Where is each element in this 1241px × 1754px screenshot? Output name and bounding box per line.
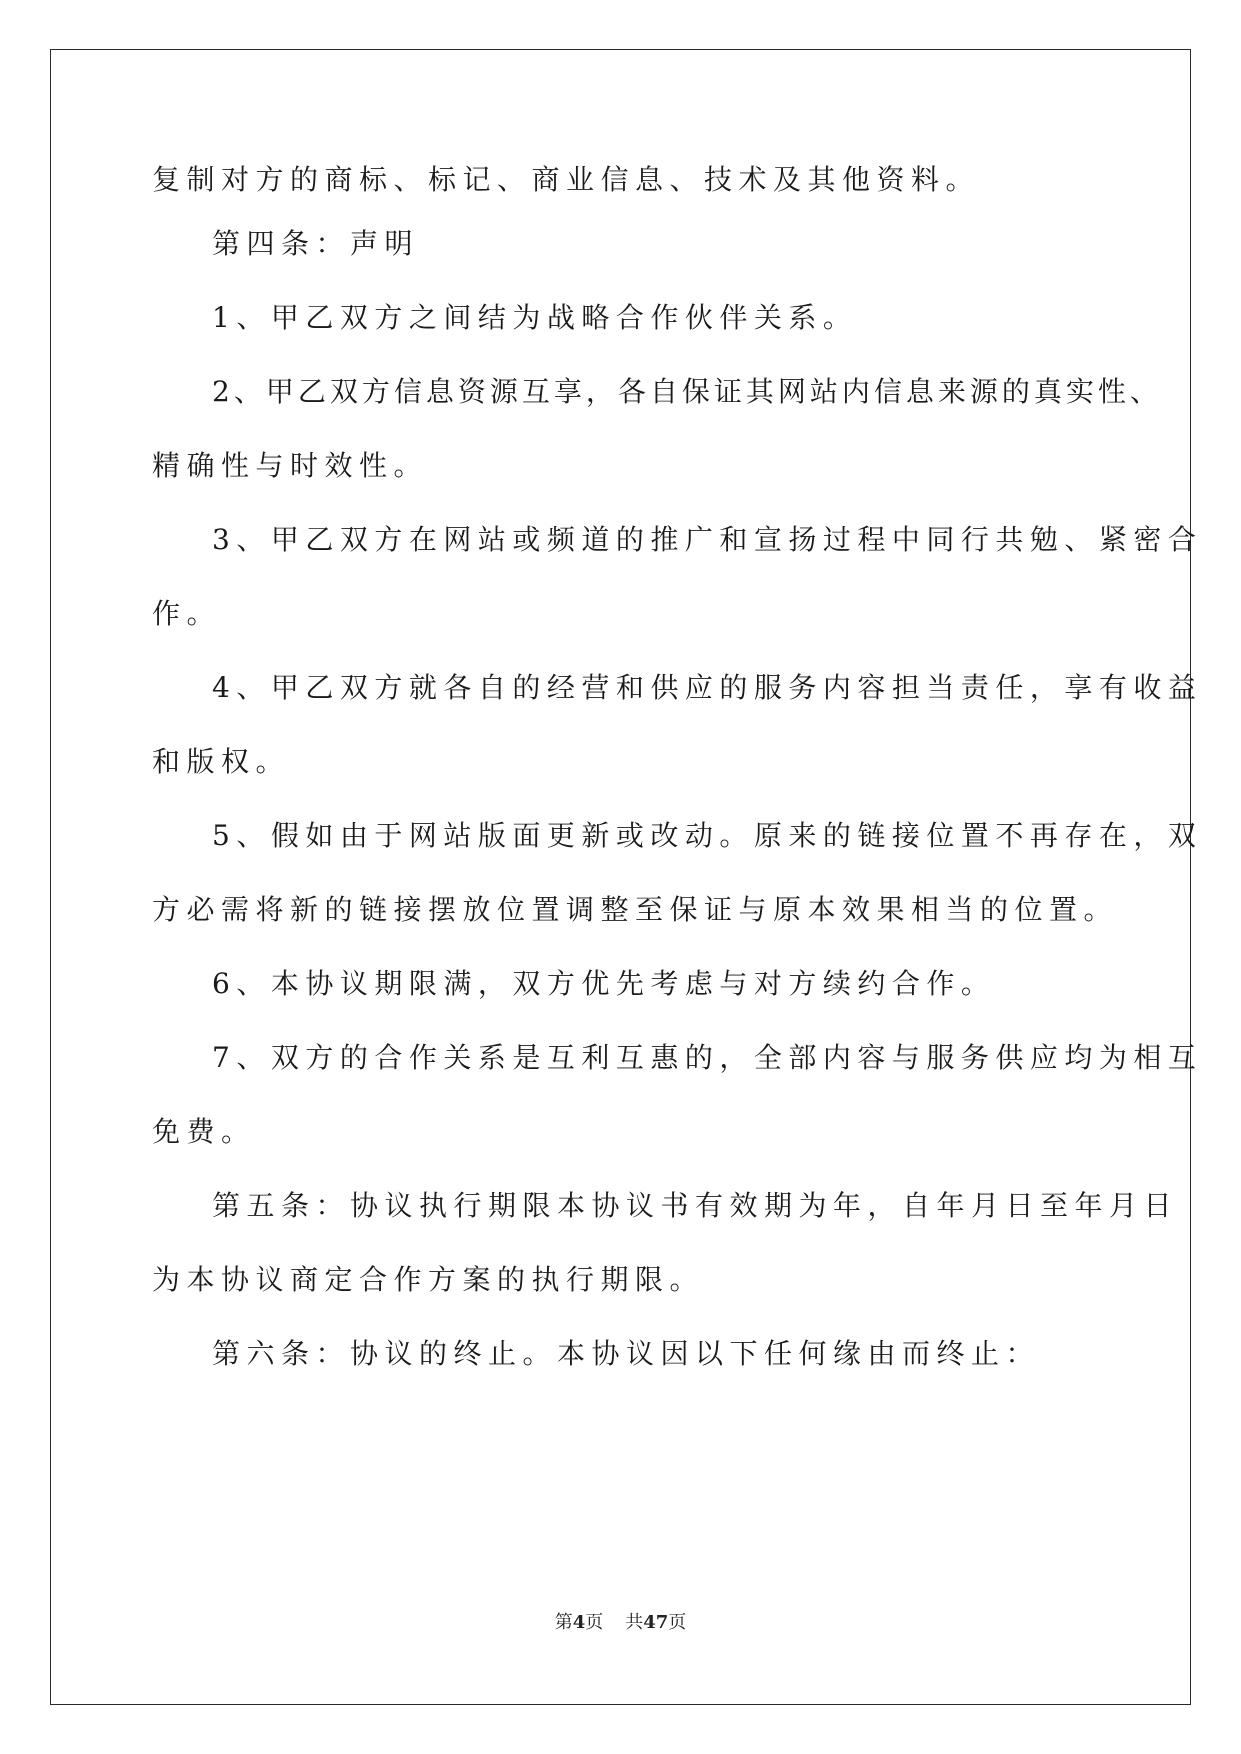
footer-prefix: 第	[554, 1612, 573, 1633]
clause-7-line-1: 7、双方的合作关系是互利互惠的，全部内容与服务供应均为相互	[212, 1041, 1203, 1074]
clause-1: 1、甲乙双方之间结为战略合作伙伴关系。	[212, 301, 858, 334]
clause-2-line-1: 2、甲乙双方信息资源互享，各自保证其网站内信息来源的真实性、	[212, 375, 1162, 408]
clause-2-line-2: 精确性与时效性。	[152, 449, 429, 482]
article-4-heading: 第四条：声明	[212, 227, 420, 260]
footer-total-unit: 页	[668, 1612, 687, 1633]
page-footer	[0, 1608, 1241, 1634]
article-6-heading: 第六条：协议的终止。本协议因以下任何缘由而终止：	[212, 1337, 1041, 1370]
clause-6: 6、本协议期限满，双方优先考虑与对方续约合作。	[212, 967, 996, 1000]
clause-4-line-1: 4、甲乙双方就各自的经营和供应的服务内容担当责任，享有收益	[212, 671, 1203, 704]
total-pages-number: 47	[643, 1612, 669, 1633]
clause-5-line-2: 方必需将新的链接摆放位置调整至保证与原本效果相当的位置。	[152, 893, 1119, 926]
paragraph-line-1: 复制对方的商标、标记、商业信息、技术及其他资料。	[152, 163, 981, 196]
clause-7-line-2: 免费。	[152, 1115, 256, 1148]
article-5-line-2: 为本协议商定合作方案的执行期限。	[152, 1263, 705, 1296]
current-page-number: 4	[572, 1612, 586, 1633]
footer-page-unit: 页	[585, 1612, 604, 1633]
footer-total-prefix: 共	[625, 1612, 644, 1633]
clause-5-line-1: 5、假如由于网站版面更新或改动。原来的链接位置不再存在，双	[212, 819, 1203, 852]
clause-4-line-2: 和版权。	[152, 745, 291, 778]
clause-3-line-1: 3、甲乙双方在网站或频道的推广和宣扬过程中同行共勉、紧密合	[212, 523, 1203, 556]
article-5-line-1: 第五条：协议执行期限本协议书有效期为年，自年月日至年月日	[212, 1189, 1179, 1222]
clause-3-line-2: 作。	[152, 597, 222, 630]
